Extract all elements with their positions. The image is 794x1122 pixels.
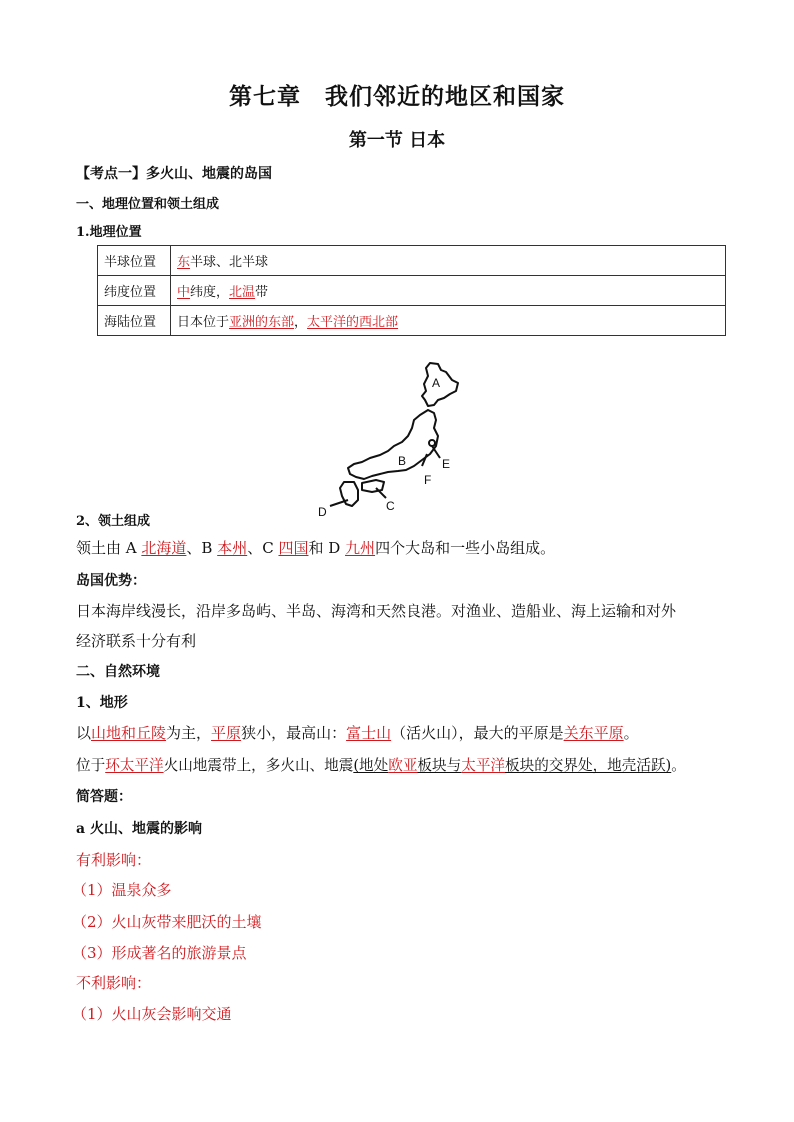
table-row: [98, 246, 726, 276]
table-key: 纬度位置: [98, 276, 171, 306]
negative-impact-heading: 不利影响：: [76, 974, 152, 992]
answer-text: 北温: [229, 285, 256, 300]
text-fragment: 领土由 A: [76, 539, 142, 557]
positive-item: （2）火山灰带来肥沃的土壤: [72, 913, 262, 931]
shikoku-shape: [362, 480, 384, 492]
part-heading-nature: 二、自然环境: [76, 664, 160, 680]
answer-text: 山地和丘陵: [91, 724, 167, 742]
map-label-c: C: [386, 499, 395, 513]
value-text: ，: [294, 315, 308, 330]
value-text: 半球、北半球: [190, 255, 269, 270]
text-fragment: 。: [623, 724, 639, 742]
sub-heading-territory: 2、领土组成: [76, 514, 151, 529]
value-text: 带: [255, 285, 269, 300]
part-heading-location: 一、地理位置和领土组成: [76, 197, 220, 212]
text-fragment: 以: [76, 724, 92, 742]
answer-text: 本州: [217, 539, 248, 557]
table-value: [171, 306, 726, 336]
pointer-line-e: [432, 446, 440, 458]
advantage-line-1: 日本海岸线漫长，沿岸多岛屿、半岛、海湾和天然良港。对渔业、造船业、海上运输和对外: [76, 602, 677, 620]
qa-subheading: a 火山、地震的影响: [76, 821, 202, 837]
point-heading: 【考点一】多火山、地震的岛国: [76, 166, 272, 182]
advantage-heading: 岛国优势：: [76, 573, 146, 589]
table-key: 半球位置: [98, 246, 171, 276]
positive-item: （3）形成著名的旅游景点: [72, 944, 247, 962]
table-row: [98, 306, 726, 336]
answer-text: 关东平原: [563, 724, 624, 742]
text-fragment: 四个大岛和一些小岛组成。: [375, 539, 556, 557]
text-fragment: 、C: [247, 539, 279, 557]
positive-impact-heading: 有利影响：: [76, 851, 152, 869]
table-key: 海陆位置: [98, 306, 171, 336]
map-label-b: B: [398, 454, 407, 468]
answer-text: 中: [177, 285, 191, 300]
answer-text: 平原: [211, 724, 242, 742]
map-label-d: D: [318, 505, 327, 518]
map-label-e: E: [442, 457, 451, 471]
text-fragment: 火山地震带上，多火山、地震: [163, 757, 354, 774]
answer-text: 富士山: [346, 724, 392, 742]
answer-text: 太平洋: [461, 757, 506, 774]
text-fragment: 、B: [186, 539, 218, 557]
section-title: 第一节 日本: [348, 130, 446, 151]
negative-item: （1）火山灰会影响交通: [72, 1005, 232, 1023]
answer-text: 九州: [345, 539, 376, 557]
value-text: 日本位于: [177, 315, 230, 330]
sub-heading-geo-location: 1.地理位置: [76, 225, 142, 240]
text-fragment: 和 D: [308, 539, 346, 557]
terrain-line-1: [76, 722, 639, 743]
terrain-line-2: [76, 754, 686, 775]
text-fragment: 为主，: [166, 724, 212, 742]
advantage-line-2: 经济联系十分有利: [76, 632, 197, 650]
underlined-text: 板块与: [417, 757, 462, 774]
answer-text: 北海道: [141, 539, 187, 557]
answer-text: 亚洲的东部: [229, 315, 295, 330]
answer-text: 欧亚: [388, 757, 418, 774]
text-fragment: 位于: [76, 757, 106, 774]
table-row: [98, 276, 726, 306]
map-label-a: A: [432, 376, 441, 390]
answer-text: 太平洋的西北部: [307, 315, 399, 330]
qa-heading: 简答题：: [76, 789, 132, 805]
text-fragment: （活火山），最大的平原是: [391, 724, 564, 742]
sub-heading-terrain: 1、地形: [76, 695, 128, 711]
value-text: 纬度，: [190, 285, 230, 300]
text-fragment: 。: [671, 757, 686, 774]
city-marker-icon: [429, 440, 435, 446]
text-fragment: 狭小，最高山：: [241, 724, 347, 742]
geo-location-table: [97, 245, 726, 336]
map-label-f: F: [424, 473, 432, 487]
chapter-title: 第七章 我们邻近的地区和国家: [229, 83, 565, 110]
honshu-shape: [348, 410, 438, 479]
answer-text: 环太平洋: [105, 757, 164, 774]
table-value: [171, 276, 726, 306]
positive-item: （1）温泉众多: [72, 881, 172, 899]
answer-text: 四国: [278, 539, 309, 557]
underlined-text: (地处: [353, 757, 389, 774]
japan-map-icon: [310, 358, 470, 518]
answer-text: 东: [177, 255, 191, 270]
territory-text: [76, 537, 555, 558]
table-value: [171, 246, 726, 276]
underlined-text: 板块的交界处，地壳活跃): [505, 757, 672, 774]
